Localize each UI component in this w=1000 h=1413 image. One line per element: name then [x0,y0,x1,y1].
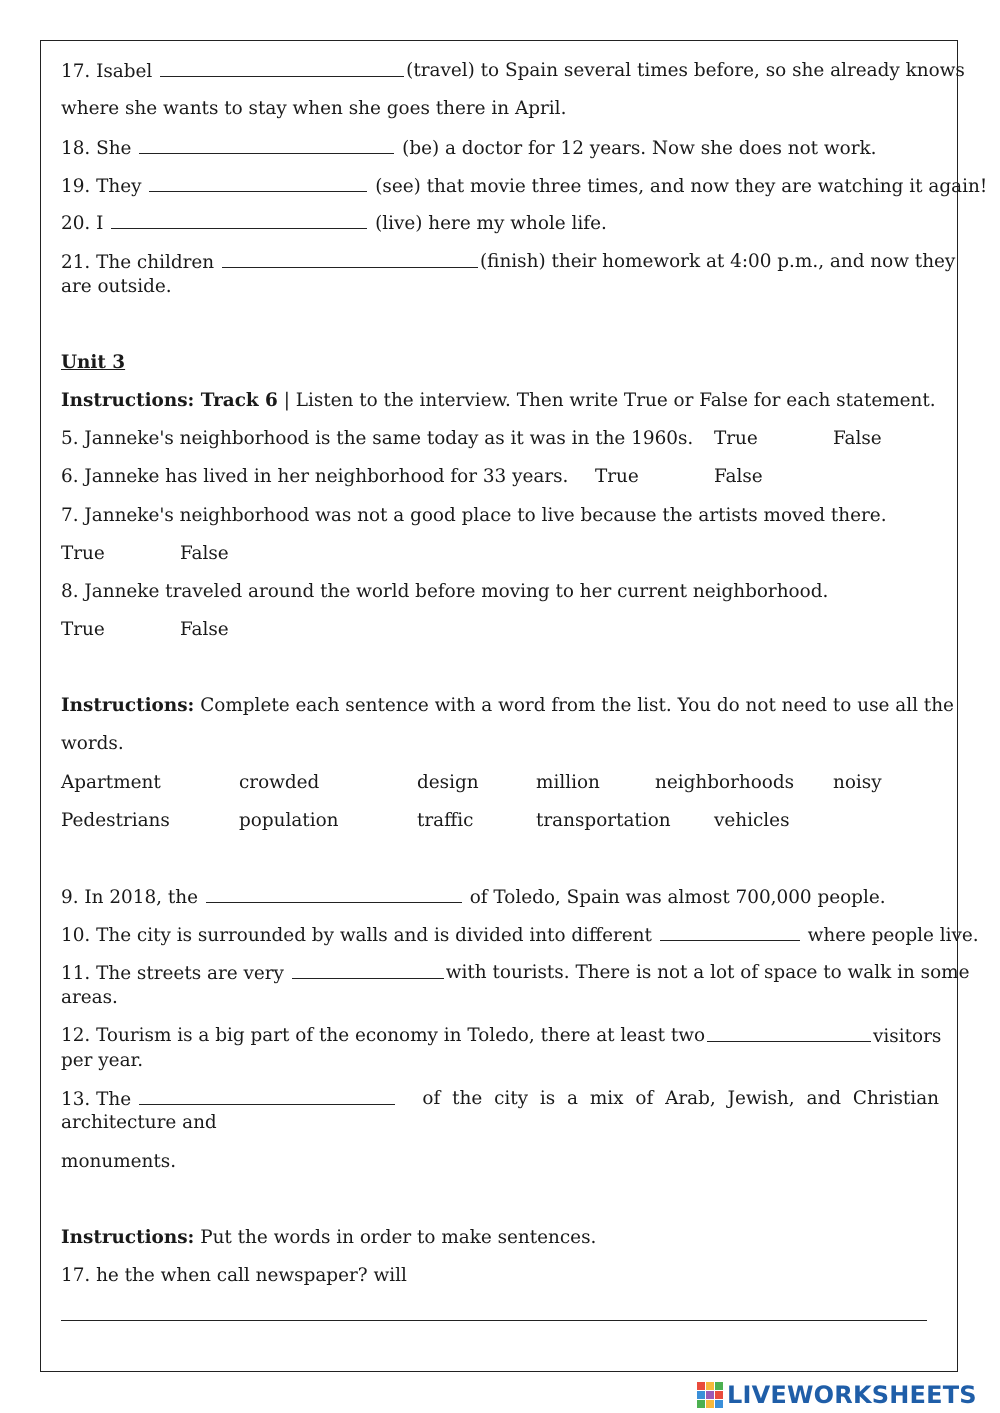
instructions-word-order: Instructions: Put the words in order to make sentences. [61,1227,597,1248]
instructions-track: Instructions: Track 6 | Listen to the interview. Then write True or False for each statement. [61,390,936,411]
question-10: 10. The city is surrounded by walls and is divided into different where people live. [61,925,979,946]
tf-question-5: 5. Janneke's neighborhood is the same today as it was in the 1960s. [61,428,694,449]
question-21: 21. The children (finish) their homework at 4:00 p.m., and now they [61,251,956,273]
tf-question-7: 7. Janneke's neighborhood was not a good place to live because the artists moved there. [61,505,887,526]
question-18: 18. She (be) a doctor for 12 years. Now she does not work. [61,138,877,159]
question-12-line2: per year. [61,1050,144,1071]
tf-6-true-option[interactable]: True [595,466,639,487]
question-12: 12. Tourism is a big part of the economy in Toledo, there at least two visitors [61,1025,942,1047]
answer-blank-21[interactable] [222,250,478,268]
instructions-word-list: Instructions: Complete each sentence with a word from the list. You do not need to use all the [61,695,954,716]
word-bank-item: Apartment [61,772,161,793]
question-17-line2: where she wants to stay when she goes there in April. [61,98,567,119]
question-9: 9. In 2018, the of Toledo, Spain was almost 700,000 people. [61,887,886,908]
word-bank-item: traffic [417,810,474,831]
word-bank-item: vehicles [714,810,790,831]
answer-blank-17[interactable] [160,59,404,77]
unit-heading: Unit 3 [61,352,126,373]
logo-text: LIVEWORKSHEETS [727,1381,977,1409]
answer-blank-11[interactable] [292,961,444,979]
tf-question-8: 8. Janneke traveled around the world before moving to her current neighborhood. [61,581,829,602]
answer-blank-18[interactable] [139,136,394,154]
question-11-line2: areas. [61,987,118,1008]
tf-5-false-option[interactable]: False [833,428,882,449]
order-question-17: 17. he the when call newspaper? will [61,1265,407,1286]
logo-grid-icon [697,1382,723,1408]
tf-7-true-option[interactable]: True [61,543,105,564]
question-21-line2: are outside. [61,276,172,297]
word-bank-item: Pedestrians [61,810,170,831]
question-13: 13. The of the city is a mix of Arab, Jewish, and Christian [61,1088,939,1110]
question-17: 17. Isabel (travel) to Spain several times before, so she already knows [61,60,965,82]
answer-blank-20[interactable] [111,211,367,229]
word-bank-item: population [239,810,339,831]
answer-blank-13[interactable] [139,1087,395,1105]
tf-8-false-option[interactable]: False [180,619,229,640]
question-13-line3: monuments. [61,1151,177,1172]
question-20: 20. I (live) here my whole life. [61,213,607,234]
answer-blank-10[interactable] [660,923,800,941]
word-bank-item: neighborhoods [655,772,795,793]
word-bank-item: design [417,772,479,793]
word-bank-item: noisy [833,772,882,793]
word-bank-item: transportation [536,810,671,831]
instructions-word-list-line2: words. [61,733,124,754]
answer-blank-9[interactable] [206,885,462,903]
word-bank-item: million [536,772,600,793]
answer-blank-19[interactable] [149,174,367,192]
question-13-line2: architecture and [61,1112,217,1133]
tf-6-false-option[interactable]: False [714,466,763,487]
answer-line-17[interactable] [61,1320,927,1321]
word-bank-item: crowded [239,772,320,793]
tf-7-false-option[interactable]: False [180,543,229,564]
answer-blank-12[interactable] [707,1024,871,1042]
question-11: 11. The streets are very with tourists. There is not a lot of space to walk in some [61,962,970,984]
question-19: 19. They (see) that movie three times, and now they are watching it again! [61,176,988,197]
liveworksheets-logo [697,1379,977,1411]
tf-5-true-option[interactable]: True [714,428,758,449]
tf-question-6: 6. Janneke has lived in her neighborhood for 33 years. [61,466,569,487]
tf-8-true-option[interactable]: True [61,619,105,640]
